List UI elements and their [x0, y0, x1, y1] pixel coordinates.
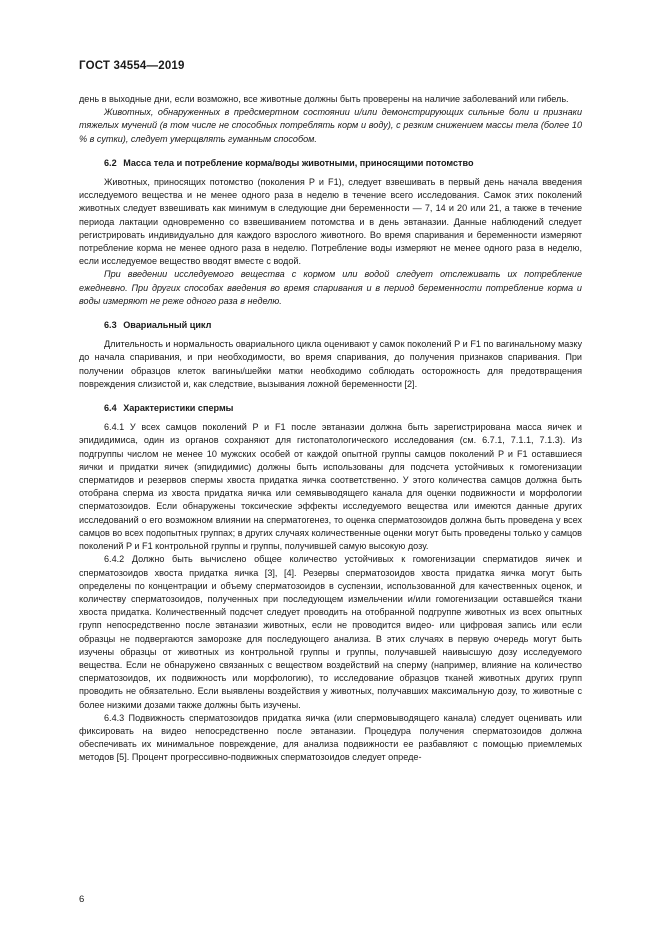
section-heading-6-4: [79, 402, 582, 415]
section-heading-6-2: [79, 157, 582, 170]
paragraph-ovarian-cycle: Длительность и нормальность овариального цикла оценивают у самок поколений P и F1 по вагинальному мазку до начала спаривания, и при необходимости, во время спаривания, до получения признаков спаривания. При получении образцов клеток вагины/шейки матки необходимо соблюдать осторожность для предотвращения повреждения слизистой и, как следствие, вызывания ложной беременности [2].: [79, 339, 582, 389]
paragraph-6-4-2: 6.4.2 Должно быть вычислено общее количество устойчивых к гомогенизации сперматидов яичек и сперматозоидов хвоста придатка яичка [3], [4]. Резервы сперматозоидов хвоста придатка яичка могут быть определены по концентрации и объему сперматозоидов в суспензии, использованной для качественных оценок, и количеству сперматозоидов, полученных при последующем измельчении и/или гомогенизации оставшейся ткани хвоста придатка. Количественный подсчет следует проводить на отобранной подгруппе животных из всех опытных групп непосредственно после эвтаназии животных, если не проводится видео- или цифровая запись или если образцы не подвергаются заморозке для последующего анализа. В этих случаях в первую очередь могут быть изучены образцы от животных из контрольной группы и группы, получавшей наивысшую дозу исследуемого вещества. Если не обнаружено связанных с веществом воздействий на сперму (например, влияние на количество сперматозоидов, их подвижность или морфологию), то исследование образцов тканей животных других групп проводить не обязательно. Если выявлены воздействия у животных, получавших максимальную дозу, то животные с более низкими дозами также должны быть изучены.: [79, 554, 582, 710]
page-number: 6: [79, 894, 85, 905]
section-number: 6.4: [104, 403, 117, 414]
section-number: 6.3: [104, 320, 117, 331]
section-title: Характеристики спермы: [123, 403, 234, 414]
paragraph-6-4-3: 6.4.3 Подвижность сперматозоидов придатка яичка (или спермовыводящего канала) следует оценивать или фиксировать на видео непосредственно после эвтаназии. Процедура получения сперматозоидов должна обеспечивать их минимальное повреждение, для анализа подвижности ее разбавляют с помощью приемлемых методов [5]. Процент прогрессивно-подвижных сперматозоидов следует опреде-: [79, 712, 582, 763]
section-heading-6-3: [79, 319, 582, 332]
paragraph-intake-note: При введении исследуемого вещества с кормом или водой следует отслеживать их потребление ежедневно. При других способах введения во время спаривания и в период беременности потребление корма и воды измеряют не реже одного раза в неделю.: [79, 269, 582, 306]
paragraph-body-weight: Животных, приносящих потомство (поколения P и F1), следует взвешивать в первый день начала введения исследуемого вещества и не менее одного раза в неделю в течение всего исследования. Самок этих поколений животных следует взвешивать как минимум в следующие дни беременности — 7, 14 и 20 или 21, а также в течение периода лактации одновременно со взвешиванием потомства и в день эвтаназии. Данные наблюдений следует регистрировать индивидуально для каждого взрослого животного. Во время спаривания и беременности измеряют потребление корма не менее одного раза в неделю. Потребление воды измеряют не менее одного раза в неделю, если исследуемое вещество вводят вместе с водой.: [79, 177, 582, 267]
paragraph-6-4-1: 6.4.1 У всех самцов поколений P и F1 после эвтаназии должна быть зарегистрирована масса яичек и эпидидимиса, один из органов сохраняют для гистопатологического исследования (см. 6.7.1, 7.1.1, 7.1.3). Из подгруппы числом не менее 10 мужских особей от каждой опытной группы самцов поколений P и F1 оставшиеся яички и придатки яичек (эпидидимис) должны быть использованы для подсчета устойчивых к гомогенизации сперматидов и резервов спермы хвоста придатка яичка соответственно. У этого количества самцов должна быть отобрана сперма из хвоста придатка яичка или семявыводящего канала для оценки подвижности и морфологии сперматозоидов. Если обнаружены токсические эффекты исследуемого вещества или имеются данные других исследований о его возможном влиянии на сперматогенез, то оценка сперматозоидов должна быть проведена у всех самцов во всех подопытных группах; в других случаях количественные оценки могут быть проведены только у самцов поколений P и F1 контрольной группы и группы, получившей самую высокую дозу.: [79, 422, 582, 552]
paragraph-continued: день в выходные дни, если возможно, все животные должны быть проверены на наличие заболеваний или гибель.: [79, 94, 569, 104]
section-title: Овариальный цикл: [123, 320, 212, 331]
section-title: Масса тела и потребление корма/воды животными, приносящими потомство: [123, 157, 474, 168]
standard-header: ГОСТ 34554—2019: [79, 60, 185, 72]
document-body: [79, 93, 582, 765]
paragraph-humane-note: Животных, обнаруженных в предсмертном состоянии и/или демонстрирующих сильные боли и признаки тяжелых мучений (в том числе не способных потреблять корм и воду), с резким снижением массы тела (более 10 % в сутки), следует умерщвлять гуманным способом.: [79, 107, 582, 144]
section-number: 6.2: [104, 157, 117, 168]
